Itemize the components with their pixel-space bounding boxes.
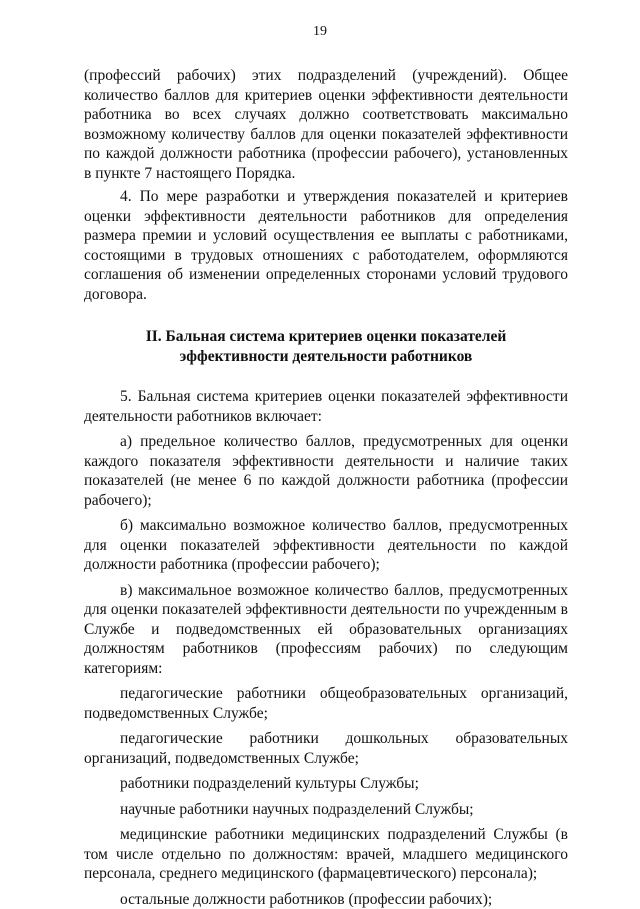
paragraph-subitem-b: б) максимально возможное количество баллов, предусмотренных для оценки показателей эффективности деятельности по каждой должности работника (профессии рабочего); bbox=[84, 516, 568, 575]
paragraph-item-5: 5. Бальная система критериев оценки показателей эффективности деятельности работников включает: bbox=[84, 387, 568, 426]
category-pedagogical-preschool: педагогические работники дошкольных образовательных организаций, подведомственных Службе; bbox=[84, 729, 568, 768]
section-heading bbox=[84, 327, 568, 367]
category-other: остальные должности работников (профессии рабочих); bbox=[84, 890, 568, 909]
paragraph-subitem-v: в) максимальное возможное количество баллов, предусмотренных для оценки показателей эффективности деятельности по учрежденным в Службе и подведомственных ей образовательных организациях должностям работников (профессиям рабочих) по следующим категориям: bbox=[84, 581, 568, 679]
category-medical: медицинские работники медицинских подразделений Службы (в том числе отдельно по должностям: врачей, младшего медицинского персонала, среднего медицинского (фармацевтического) персонала); bbox=[84, 825, 568, 884]
page-number: 19 bbox=[0, 22, 640, 42]
category-pedagogical-general: педагогические работники общеобразовательных организаций, подведомственных Службе; bbox=[84, 684, 568, 723]
category-culture: работники подразделений культуры Службы; bbox=[84, 774, 568, 794]
paragraph-subitem-a: а) предельное количество баллов, предусмотренных для оценки каждого показателя эффективности деятельности и наличие таких показателей (не менее 6 по каждой должности работника (профессии рабочего); bbox=[84, 432, 568, 510]
document-body bbox=[84, 66, 568, 909]
category-science: научные работники научных подразделений Службы; bbox=[84, 800, 568, 820]
section-heading-line-1: II. Бальная система критериев оценки показателей bbox=[84, 327, 568, 347]
paragraph-continuation: (профессий рабочих) этих подразделений (учреждений). Общее количество баллов для критериев оценки эффективности деятельности работника во всех случаях должно соответствовать максимально возможному количеству баллов для оценки показателей эффективности по каждой должности работника (профессии рабочего), установленных в пункте 7 настоящего Порядка. bbox=[84, 66, 568, 183]
section-heading-line-2: эффективности деятельности работников bbox=[84, 347, 568, 367]
paragraph-item-4: 4. По мере разработки и утверждения показателей и критериев оценки эффективности деятельности работников для определения размера премии и условий осуществления ее выплаты с работниками, состоящими в трудовых отношениях с работодателем, оформляются соглашения об изменении определенных сторонами условий трудового договора. bbox=[84, 187, 568, 304]
